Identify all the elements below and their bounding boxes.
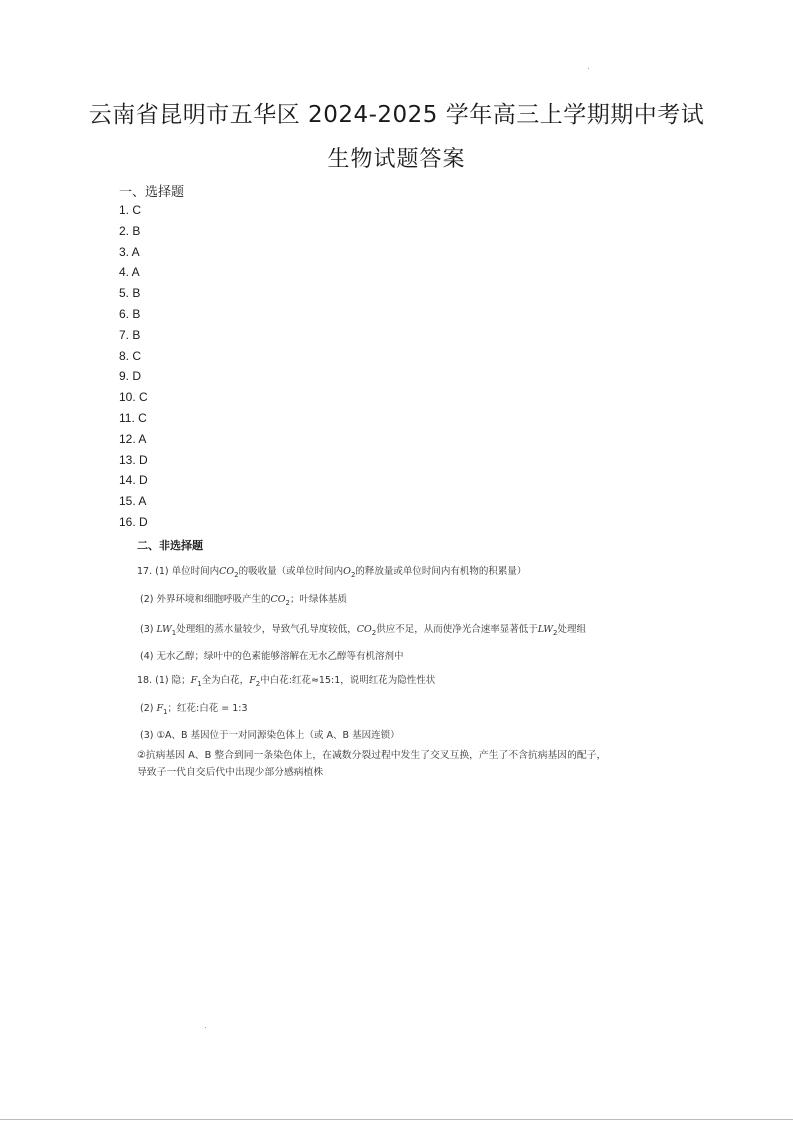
q17-line-1: 17. (1) 单位时间内$CO_2$的吸收量（或单位时间内$O_2$的释放量或单位时间内有机物的积累量） [137,566,527,579]
q18-line-5: 导致子一代自交后代中出现少部分感病植株 [137,767,324,778]
choice-answer-item: 16. D [119,514,148,529]
title-line-2: 生物试题答案 [327,147,466,172]
choice-answer-item: 5. B [119,286,141,301]
page-bottom-border [0,1119,793,1120]
choice-answer-item: 4. A [119,265,140,280]
q18-line-1: 18. (1) 隐；$F_1$全为白花，$F_2$中白花:红花≈15:1，说明红花为隐性性状 [137,675,436,688]
choice-answer-item: 2. B [119,223,141,238]
choice-answer-item: 11. C [119,410,147,425]
speck [588,68,589,69]
q18-line-4: ②抗病基因 A、B 整合到同一条染色体上，在减数分裂过程中发生了交叉互换，产生了不含抗病基因的配子， [137,750,607,761]
choice-answer-item: 8. C [119,348,142,363]
section-heading-non-choice: 二、非选择题 [137,539,203,552]
choice-answer-item: 15. A [119,494,147,509]
choice-answer-item: 1. C [119,203,142,217]
speck [205,1027,206,1028]
q17-line-2: (2) 外界环境和细胞呼吸产生的$CO_2$；叶绿体基质 [140,594,348,607]
choice-answer-item: 10. C [119,390,148,405]
choice-answer-item: 7. B [119,327,141,342]
choice-answer-item: 12. A [119,431,147,446]
choice-answer-item: 3. A [119,244,140,259]
q17-line-4: (4) 无水乙醇；绿叶中的色素能够溶解在无水乙醇等有机溶剂中 [140,651,404,662]
section-heading-choice: 一、选择题 [119,185,185,200]
choice-answer-item: 14. D [119,473,148,488]
title-line-1: 云南省昆明市五华区 2024-2025 学年高三上学期期中考试 [88,102,705,128]
choice-answer-item: 13. D [119,452,148,467]
q17-line-3: (3) $LW_1$处理组的蒸水量较少，导致气孔导度较低，$CO_2$供应不足，从而使净光合速率显著低于$LW_2$处理组 [140,624,586,637]
q18-line-3: (3) ①A、B 基因位于一对同源染色体上（或 A、B 基因连锁） [140,730,400,741]
q18-line-2: (2) $F_1$；红花:白花 = 1:3 [140,703,248,716]
choice-answer-item: 6. B [119,306,141,321]
choice-answer-list [119,200,148,533]
choice-answer-item: 9. D [119,369,142,384]
